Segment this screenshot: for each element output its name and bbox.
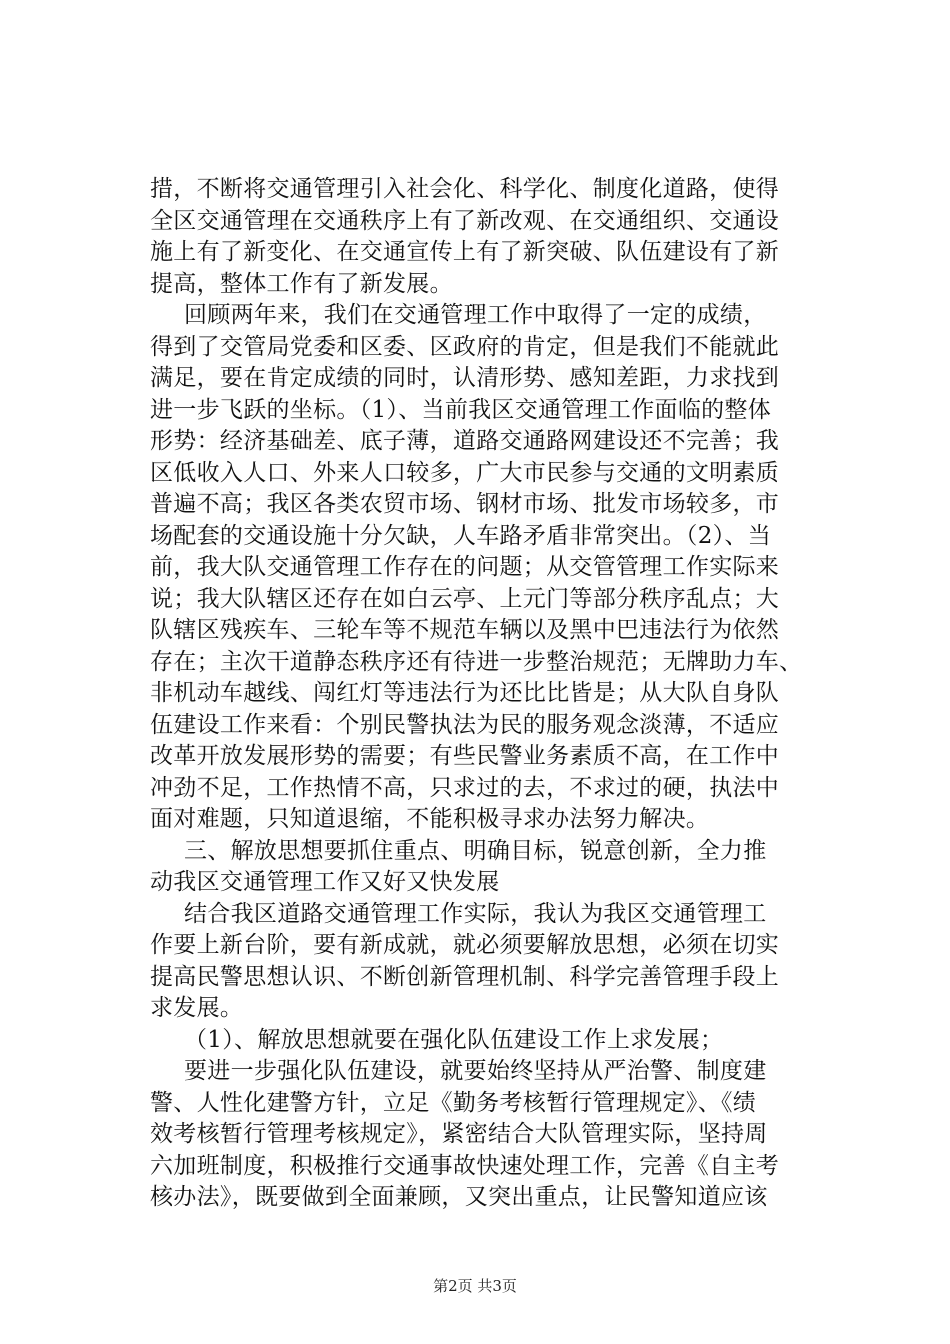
text-line: 求发展。 bbox=[150, 995, 244, 1021]
text-line: 提高，整体工作有了新发展。 bbox=[150, 270, 453, 297]
text-line: 结合我区道路交通管理工作实际，我认为我区交通管理工 bbox=[184, 900, 767, 927]
text-line: 冲劲不足，工作热情不高，只求过的去，不求过的硬，执法中 bbox=[150, 774, 780, 801]
text-line: 核办法》，既要做到全面兼顾，又突出重点，让民警知道应该 bbox=[150, 1184, 768, 1210]
text-line: 要进一步强化队伍建设，就要始终坚持从严治警、制度建 bbox=[184, 1058, 767, 1084]
text-line: 队辖区残疾车、三轮车等不规范车辆以及黑中巴违法行为依然 bbox=[150, 617, 780, 643]
text-line: 伍建设工作来看：个别民警执法为民的服务观念淡薄，不适应 bbox=[150, 711, 780, 738]
text-line: 进一步飞跃的坐标。（1）、当前我区交通管理工作面临的整体 bbox=[150, 396, 772, 423]
text-line: 满足，要在肯定成绩的同时，认清形势、感知差距，力求找到 bbox=[150, 365, 780, 391]
text-line: 非机动车越线、闯红灯等违法行为还比比皆是；从大队自身队 bbox=[150, 680, 780, 706]
text-line: 存在；主次干道静态秩序还有待进一步整治规范；无牌助力车、 bbox=[150, 648, 803, 675]
text-line: 面对难题，只知道退缩，不能积极寻求办法努力解决。 bbox=[150, 806, 710, 832]
text-line: 措，不断将交通管理引入社会化、科学化、制度化道路，使得 bbox=[150, 176, 780, 202]
text-line: 说；我大队辖区还存在如白云亭、上元门等部分秩序乱点；大 bbox=[150, 585, 780, 612]
text-line: 改革开放发展形势的需要；有些民警业务素质不高，在工作中 bbox=[150, 743, 780, 769]
text-line: 三、解放思想要抓住重点、明确目标，锐意创新，全力推 bbox=[184, 837, 767, 864]
page-footer: 第2页 共3页 bbox=[433, 1277, 517, 1295]
text-line: 场配套的交通设施十分欠缺，人车路矛盾非常突出。（2）、当 bbox=[150, 522, 772, 549]
text-line: 得到了交管局党委和区委、区政府的肯定，但是我们不能就此 bbox=[150, 333, 780, 360]
text-line: 作要上新台阶，要有新成就，就必须要解放思想，必须在切实 bbox=[150, 932, 780, 958]
text-line: 警、人性化建警方针，立足《勤务考核暂行管理规定》、《绩 bbox=[150, 1089, 757, 1116]
text-line: （1）、解放思想就要在强化队伍建设工作上求发展； bbox=[184, 1026, 724, 1053]
text-line: 提高民警思想认识、不断创新管理机制、科学完善管理手段上 bbox=[150, 963, 780, 990]
text-line: 效考核暂行管理考核规定》，紧密结合大队管理实际，坚持周 bbox=[150, 1121, 768, 1147]
text-line: 回顾两年来，我们在交通管理工作中取得了一定的成绩， bbox=[184, 302, 767, 328]
text-line: 前，我大队交通管理工作存在的问题；从交管管理工作实际来 bbox=[150, 554, 780, 580]
text-line: 施上有了新变化、在交通宣传上有了新突破、队伍建设有了新 bbox=[150, 239, 780, 265]
text-line: 普遍不高；我区各类农贸市场、钢材市场、批发市场较多，市 bbox=[150, 491, 780, 517]
text-line: 形势：经济基础差、底子薄，道路交通路网建设还不完善；我 bbox=[150, 428, 780, 454]
text-line: 全区交通管理在交通秩序上有了新改观、在交通组织、交通设 bbox=[150, 207, 780, 234]
text-line: 动我区交通管理工作又好又快发展 bbox=[150, 869, 500, 895]
body-text bbox=[150, 174, 830, 1214]
text-line: 区低收入人口、外来人口较多，广大市民参与交通的文明素质 bbox=[150, 459, 780, 486]
text-line: 六加班制度，积极推行交通事故快速处理工作，完善《自主考 bbox=[150, 1152, 780, 1179]
